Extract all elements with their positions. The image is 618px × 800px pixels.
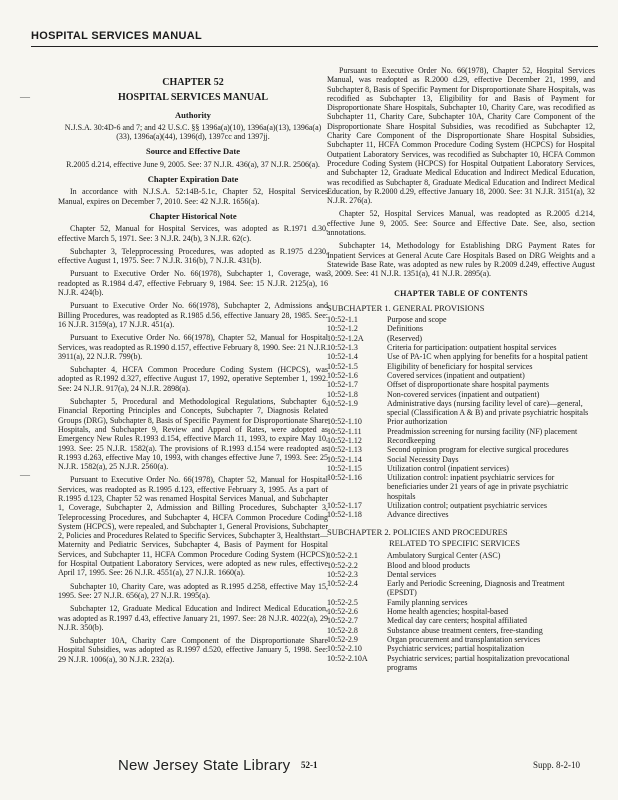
toc-entry-title: Recordkeeping — [387, 435, 436, 445]
toc-entry-title: Use of PA-1C when applying for benefits for a hospital patient — [387, 352, 588, 362]
toc-entry-number: 10:52-2.2 — [327, 560, 358, 570]
toc-entry — [327, 616, 595, 625]
toc-entry — [327, 644, 595, 653]
toc-entry-number: 10:52-1.15 — [327, 463, 362, 473]
toc-entry — [327, 501, 595, 510]
toc-entry-title: Preadmission screening for nursing facility (NF) placement — [387, 426, 578, 436]
toc-entry — [327, 455, 595, 464]
toc-entry-number: 10:52-2.8 — [327, 625, 358, 635]
toc-heading: CHAPTER TABLE OF CONTENTS — [394, 288, 528, 298]
toc-entry — [327, 343, 595, 352]
toc-entry — [327, 607, 595, 616]
right-column — [327, 66, 595, 672]
chapter-number: CHAPTER 52 — [162, 77, 224, 88]
toc-entry-title: Covered services (inpatient and outpatient) — [387, 370, 525, 380]
toc-entry-number: 10:52-2.10A — [327, 653, 368, 663]
history-paragraph: Pursuant to Executive Order No. 66(1978), Subchapter 1, Coverage, was readopted as R.1984 d.47, effective February 9, 1984. See: 15 N.J.R. 2125(a), 16 N.J.R. 424(b). — [58, 269, 328, 298]
toc-entry — [327, 464, 595, 473]
toc-entry — [327, 417, 595, 426]
toc-entry-title: Advance directives — [387, 510, 449, 520]
toc-entry-number: 10:52-2.4 — [327, 579, 358, 589]
toc-entry-title: Utilization control; outpatient psychiatric services — [387, 501, 547, 511]
toc-entry-title: Administrative days (nursing facility level of care)—general, special (Classification A & B) and private psychiatric hospitals — [387, 398, 589, 418]
toc-entry — [327, 635, 595, 644]
toc-entry-title: Definitions — [387, 324, 423, 334]
toc-entry-title: Utilization control (inpatient services) — [387, 463, 509, 473]
toc-entry-title: (Reserved) — [387, 333, 423, 343]
toc-entry-number: 10:52-1.17 — [327, 501, 362, 511]
margin-mark: — — [20, 470, 30, 481]
expiration-text: In accordance with N.J.S.A. 52:14B-5.1c, Chapter 52, Hospital Services Manual, expires on December 7, 2010. See: 42 N.J.R. 1656(a). — [58, 187, 328, 206]
toc-entry-number: 10:52-2.3 — [327, 569, 358, 579]
toc-entry-title: Blood and blood products — [387, 560, 470, 570]
toc-entry-number: 10:52-1.18 — [327, 510, 362, 520]
toc-entry-number: 10:52-1.7 — [327, 380, 358, 390]
toc-entry-title: Prior authorization — [387, 417, 448, 427]
toc-entry — [327, 510, 595, 519]
left-column — [58, 66, 328, 668]
history-paragraph: Pursuant to Executive Order No. 66(1978), Chapter 52, Manual for Hospital Services, was readopted as R.1995 d.123, effective February 3, 1995. As a part of R.1995 d.123, Chapter 52 was renamed Hospital Services Manual, and Subchapter 1, Coverage, Subchapter 2, Admission and Billing Procedures, Subchapter 3, Teleprocessing Procedures, and Subchapter 4, HCFA Common Procedure Coding System (HCPCS), were repealed, and Subchapter 1, General Provisions, Subchapter 2, Policies and Procedures Related to Specific Services, Subchapter 3, Healthstart—Maternity and Pediatric Services, Subchapter 4, Basis of Payment for Hospital Services, and Subchapter 11, HCFA Common Procedure Coding System (HCPCS) for Hospital Outpatient Laboratory Services, were adopted as new rules, effective April 17, 1995. See: 26 N.J.R. 4551(a), 27 N.J.R. 1660(a). — [58, 475, 328, 578]
toc-entry-number: 10:52-1.5 — [327, 361, 358, 371]
toc-entry — [327, 380, 595, 389]
toc-entry-number: 10:52-1.8 — [327, 389, 358, 399]
toc-entry — [327, 598, 595, 607]
toc-entry-number: 10:52-2.9 — [327, 634, 358, 644]
toc-entry-title: Non-covered services (inpatient and outpatient) — [387, 389, 540, 399]
subchapter-1-list — [327, 315, 595, 520]
toc-entry — [327, 654, 595, 673]
toc-entry-title: Dental services — [387, 569, 437, 579]
history-paragraph: Subchapter 10A, Charity Care Component of the Disproportionate Share Hospital Subsidies, was adopted as R.1997 d.520, effective January 5, 1998. See: 29 N.J.R. 1006(a), 30 N.J.R. 232(a). — [58, 636, 328, 664]
toc-entry-title: Social Necessity Days — [387, 454, 459, 464]
toc-entry-number: 10:52-1.13 — [327, 445, 362, 455]
toc-entry — [327, 436, 595, 445]
toc-entry-title: Criteria for participation: outpatient hospital services — [387, 343, 557, 353]
toc-entry — [327, 473, 595, 501]
supplement-date: Supp. 8-2-10 — [533, 760, 580, 770]
toc-entry — [327, 551, 595, 560]
header-rule — [31, 46, 598, 47]
toc-entry — [327, 570, 595, 579]
toc-entry-number: 10:52-1.2A — [327, 333, 364, 343]
toc-entry-title: Medical day care centers; hospital affiliated — [387, 616, 528, 626]
history-paragraph: Pursuant to Executive Order No. 66(1978), Subchapter 2, Admissions and Billing Procedures, was readopted as R.1985 d.56, effective January 28, 1985. See: 16 N.J.R. 3159(a), 17 N.J.R. 451(a). — [58, 301, 328, 329]
history-paragraph: Subchapter 10, Charity Care, was adopted as R.1995 d.258, effective May 15, 1995. See: 27 N.J.R. 656(a), 27 N.J.R. 1995(a). — [58, 581, 328, 600]
toc-entry — [327, 399, 595, 418]
margin-mark: — — [20, 92, 30, 103]
toc-entry-title: Eligibility of beneficiary for hospital services — [387, 361, 533, 371]
toc-entry-title: Purpose and scope — [387, 315, 447, 325]
toc-entry-title: Utilization control: inpatient psychiatric services for beneficiaries under 21 years of age in private psychiatric hospitals — [387, 473, 569, 501]
toc-entry-number: 10:52-2.10 — [327, 644, 362, 654]
toc-entry — [327, 427, 595, 436]
toc-entry-number: 10:52-1.14 — [327, 454, 362, 464]
toc-entry-title: Substance abuse treatment centers, free-standing — [387, 625, 543, 635]
history-paragraph: Subchapter 3, Telepprocessing Procedures, was adopted as R.1975 d.230, effective August 1, 1975. See: 7 N.J.R. 316(b), 7 N.J.R. 431(b). — [58, 246, 328, 266]
toc-entry-number: 10:52-1.10 — [327, 417, 362, 427]
subchapter-2-list — [327, 551, 595, 672]
library-logo: New Jersey State Library — [118, 757, 291, 774]
history-paragraph: Subchapter 14, Methodology for Establishing DRG Payment Rates for Inpatient Services at General Acute Care Hospitals Based on DRG Weights and a Statewide Base Rate, was adopted as new rules by R.2009 d.249, effective August 3, 2009. See: 41 N.J.R. 1351(a), 41 N.J.R. 2895(a). — [327, 241, 595, 279]
toc-entry-number: 10:52-1.16 — [327, 473, 362, 483]
toc-entry-number: 10:52-2.6 — [327, 607, 358, 617]
history-paragraph: Subchapter 5, Procedural and Methodological Regulations, Subchapter 6, Financial Reporting Principles and Concepts, Subchapter 7, Diagnosis Related Groups (DRG), Subchapter 8, Basis of Specific Payment for Disproportionate Share Hospitals, and Subchapter 9, Review and Appeal of Rates, were adopted as Emergency New Rules R.1993 d.154, effective March 11, 1993, to expire May 10, 1993. See: 25 N.J.R. 1582(a). The provisions of R.1993 d.154 were readopted as R.1993 d.263, effective May 10, 1993, with changes effective June 7, 1993. See: 25 N.J.R. 1582(a), 25 N.J.R. 2560(a). — [58, 397, 328, 472]
toc-entry — [327, 352, 595, 361]
toc-entry-number: 10:52-1.4 — [327, 352, 358, 362]
toc-entry — [327, 362, 595, 371]
toc-entry — [327, 334, 595, 343]
chapter-title: HOSPITAL SERVICES MANUAL — [117, 92, 269, 104]
toc-entry-number: 10:52-2.1 — [327, 551, 358, 561]
source-text: R.2005 d.214, effective June 9, 2005. See: 37 N.J.R. 436(a), 37 N.J.R. 2506(a). — [66, 159, 320, 169]
toc-entry-number: 10:52-1.1 — [327, 315, 358, 325]
subchapter-2-heading-cont: RELATED TO SPECIFIC SERVICES — [389, 537, 521, 548]
toc-entry-title: Organ procurement and transplantation services — [387, 634, 541, 644]
toc-entry-number: 10:52-1.2 — [327, 324, 358, 334]
toc-entry-title: Ambulatory Surgical Center (ASC) — [387, 551, 501, 561]
toc-entry — [327, 561, 595, 570]
toc-entry-title: Psychiatric services; partial hospitalization prevocational programs — [387, 653, 570, 672]
running-header: HOSPITAL SERVICES MANUAL — [31, 30, 202, 42]
toc-entry-title: Early and Periodic Screening, Diagnosis and Treatment (EPSDT) — [387, 579, 565, 598]
toc-entry-number: 10:52-2.7 — [327, 616, 358, 626]
toc-entry — [327, 315, 595, 324]
history-paragraph: Pursuant to Executive Order No. 66(1978), Chapter 52, Hospital Services Manual, was readopted as R.2000 d.29, effective December 21, 1999, and Subchapter 8, Basis of Specific Payment for Disproportionate Share Hospitals, was recodified as Subchapter 13, Eligibility for and Basis of Payment for Disproportionate Share Hospitals, Subchapter 10, Charity Care, was recodified as Subchapter 11, Charity Care, Subchapter 10A, Charity Care Component of the Disproportionate Share Hospital Subsidies, was recodified as Subchapter 12, Charity Care Component of the Disproportionate Share Hospital Subsidies, Subchapter 11, HCFA Common Procedure Coding System (HCPCS) for Hospital Outpatient Laboratory Services, was recodified as Subchapter 10, HCFA Common Procedure Coding System (HCPCS) for Hospital Outpatient Laboratory Services, and Subchapter 12, Graduate Medical Education and Indirect Medical Education, was recodified as Subchapter 8, Graduate Medical Education and Indirect Medical Education, by R.2000 d.29, effective January 18, 2000. See: 31 N.J.R. 3151(a), 32 N.J.R. 276(a). — [327, 66, 595, 206]
history-paragraph: Subchapter 4, HCFA Common Procedure Coding System (HCPCS), was adopted as R.1992 d.327, effective August 17, 1992, operative September 1, 1992. See: 24 N.J.R. 917(a), 24 N.J.R. 2898(a). — [58, 365, 328, 393]
history-paragraph: Pursuant to Executive Order No. 66(1978), Chapter 52, Manual for Hospital Services, was readopted as R.1990 d.157, effective February 8, 1990. See: 21 N.J.R. 3911(a), 22 N.J.R. 799(b). — [58, 333, 328, 361]
toc-entry — [327, 390, 595, 399]
history-heading: Chapter Historical Note — [149, 210, 237, 221]
toc-entry-number: 10:52-1.6 — [327, 370, 358, 380]
subchapter-1-heading: SUBCHAPTER 1. GENERAL PROVISIONS — [327, 302, 485, 313]
toc-entry-number: 10:52-1.3 — [327, 343, 358, 353]
toc-entry-title: Offset of disproportionate share hospital payments — [387, 380, 549, 390]
authority-heading: Authority — [175, 109, 211, 120]
toc-entry-number: 10:52-1.9 — [327, 398, 358, 408]
toc-entry-number: 10:52-1.11 — [327, 426, 362, 436]
toc-entry — [327, 324, 595, 333]
toc-entry — [327, 371, 595, 380]
toc-entry — [327, 626, 595, 635]
toc-entry-number: 10:52-2.5 — [327, 597, 358, 607]
page-number: 52-1 — [301, 760, 318, 770]
toc-entry-number: 10:52-1.12 — [327, 435, 362, 445]
toc-entry-title: Second opinion program for elective surgical procedures — [387, 445, 569, 455]
history-paragraph: Chapter 52, Manual for Hospital Services, was adopted as R.1971 d.30, effective March 5, 1971. See: 3 N.J.R. 24(b), 3 N.J.R. 62(c). — [58, 224, 328, 243]
toc-entry-title: Home health agencies; hospital-based — [387, 607, 509, 617]
history-paragraph: Subchapter 12, Graduate Medical Education and Indirect Medical Education, was adopted as R.1997 d.43, effective January 21, 1997. See: 28 N.J.R. 4022(a), 29 N.J.R. 350(b). — [58, 604, 328, 632]
subchapter-2-heading: SUBCHAPTER 2. POLICIES AND PROCEDURES — [327, 526, 508, 537]
history-paragraph: Chapter 52, Hospital Services Manual, was readopted as R.2005 d.214, effective June 9, 2005. See: Source and Effective Date. See, also, section annotations. — [327, 209, 595, 238]
toc-entry — [327, 445, 595, 454]
expiration-heading: Chapter Expiration Date — [147, 174, 239, 185]
authority-text: N.J.S.A. 30:4D-6 and 7; and 42 U.S.C. §§ 1396a(a)(10), 1396a(a)(13), 1396a(a)(33), 1396a(a)(44), 1396(d), 1397cc and 1397jj. — [64, 122, 322, 142]
toc-entry-title: Psychiatric services; partial hospitalization — [387, 644, 525, 654]
source-heading: Source and Effective Date — [145, 146, 241, 157]
toc-entry — [327, 579, 595, 598]
toc-entry-title: Family planning services — [387, 597, 468, 607]
